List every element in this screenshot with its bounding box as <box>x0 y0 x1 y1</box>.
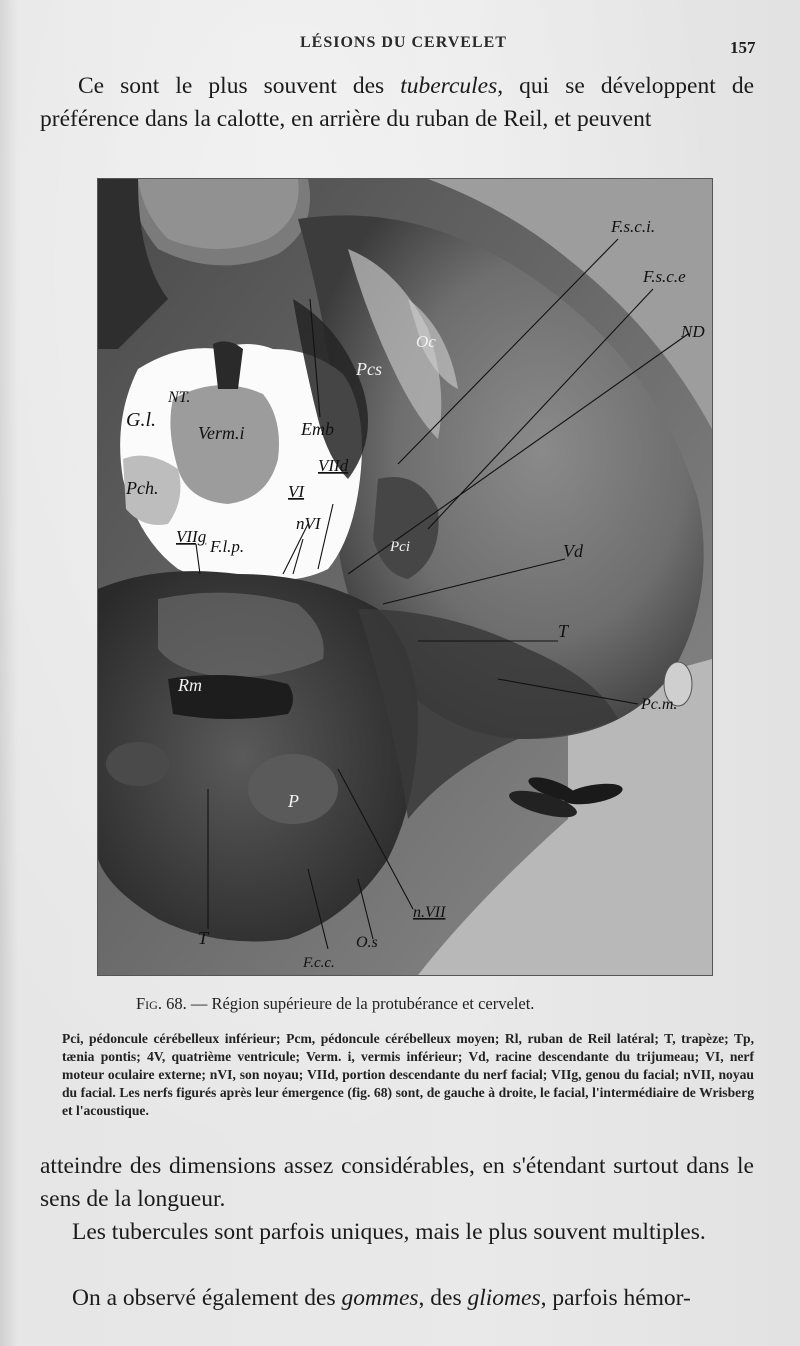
label-verm: Verm.i <box>198 423 245 443</box>
pyramid-tract <box>248 754 338 824</box>
paragraph-tubercules: Les tubercules sont parfois uniques, mais le plus souvent multiples. <box>72 1219 706 1245</box>
emphasis-gommes: gommes <box>341 1285 419 1311</box>
label-viid: VIId <box>318 456 349 475</box>
label-gl: G.l. <box>126 409 156 431</box>
brain-section-illustration <box>98 179 712 975</box>
label-nvi: nVI <box>296 514 321 533</box>
page-number: 157 <box>730 38 756 57</box>
figure-legend: Pci, pédoncule cérébelleux inférieur; Pcm, pédoncule cérébelleux moyen; Rl, ruban de Reil latéral; T, trapèze; Tp, tænia pontis; 4V, quatrième ventricule; Verm. i, vermis inférieur; Vd, racine descendante du trijumeau; VI, nerf moteur oculaire externe; nVI, son noyau; VIId, portion descendante du nerf facial; VIIg, genou du facial; nVII, noyau du facial. Les nerfs figurés après leur émergence (fig. 68) sont, de gauche à droite, le facial, l'intermédiaire de Wrisberg et l'acoustique. <box>62 1031 754 1118</box>
label-nt: NT. <box>168 389 191 406</box>
label-fcc: F.c.c. <box>303 955 335 971</box>
nt-nucleus <box>213 341 243 389</box>
label-flp: F.l.p. <box>210 537 245 556</box>
label-p: P <box>288 791 299 811</box>
emphasis-tubercules: tubercules <box>400 73 498 99</box>
label-pch: Pch. <box>126 478 159 498</box>
caption-figure-number: Fig. 68. <box>136 994 187 1013</box>
label-emb: Emb <box>301 419 334 439</box>
label-vd: Vd <box>563 541 583 561</box>
text-fragment: On a observé également des <box>72 1285 342 1311</box>
tegmentum <box>158 593 324 678</box>
label-t-bottom: T <box>198 928 209 948</box>
running-title: LÉSIONS DU CERVELET <box>300 34 507 51</box>
label-pci: Pci <box>390 539 410 555</box>
figure-caption <box>136 994 534 1014</box>
emphasis-gliomes: gliomes <box>467 1285 541 1311</box>
pontine-nucleus <box>106 742 170 786</box>
label-os: O.s <box>356 934 378 951</box>
label-nvii: n.VII <box>413 904 446 921</box>
label-fsce: F.s.c.e <box>643 267 686 286</box>
label-nd: ND <box>681 322 705 341</box>
paragraph-continuation: atteindre des dimensions assez considérables, en s'étendant surtout dans le sens de la longueur. <box>40 1153 754 1212</box>
text-fragment: Ce sont le plus souvent des <box>78 73 401 99</box>
label-oc: Oc <box>416 332 436 351</box>
text-fragment: , des <box>418 1285 468 1311</box>
text-fragment: , qui se développent de préférence dans la calotte, en arrière du ruban de Reil, et peuvent <box>40 73 755 132</box>
paragraph-gommes <box>40 1282 754 1315</box>
label-fsci: F.s.c.i. <box>611 217 656 236</box>
text-fragment: , parfois hémor- <box>540 1285 691 1311</box>
paragraph-top <box>40 70 754 136</box>
caption-description: — Région supérieure de la protubérance et cervelet. <box>186 994 535 1013</box>
label-pcs: Pcs <box>356 359 382 379</box>
label-vi: VI <box>288 482 305 501</box>
label-pcm: Pc.m. <box>641 696 678 713</box>
label-t-right: T <box>558 621 569 641</box>
label-rm: Rm <box>178 675 202 695</box>
label-viig: VIIg <box>176 527 207 546</box>
anatomical-figure <box>97 178 713 976</box>
